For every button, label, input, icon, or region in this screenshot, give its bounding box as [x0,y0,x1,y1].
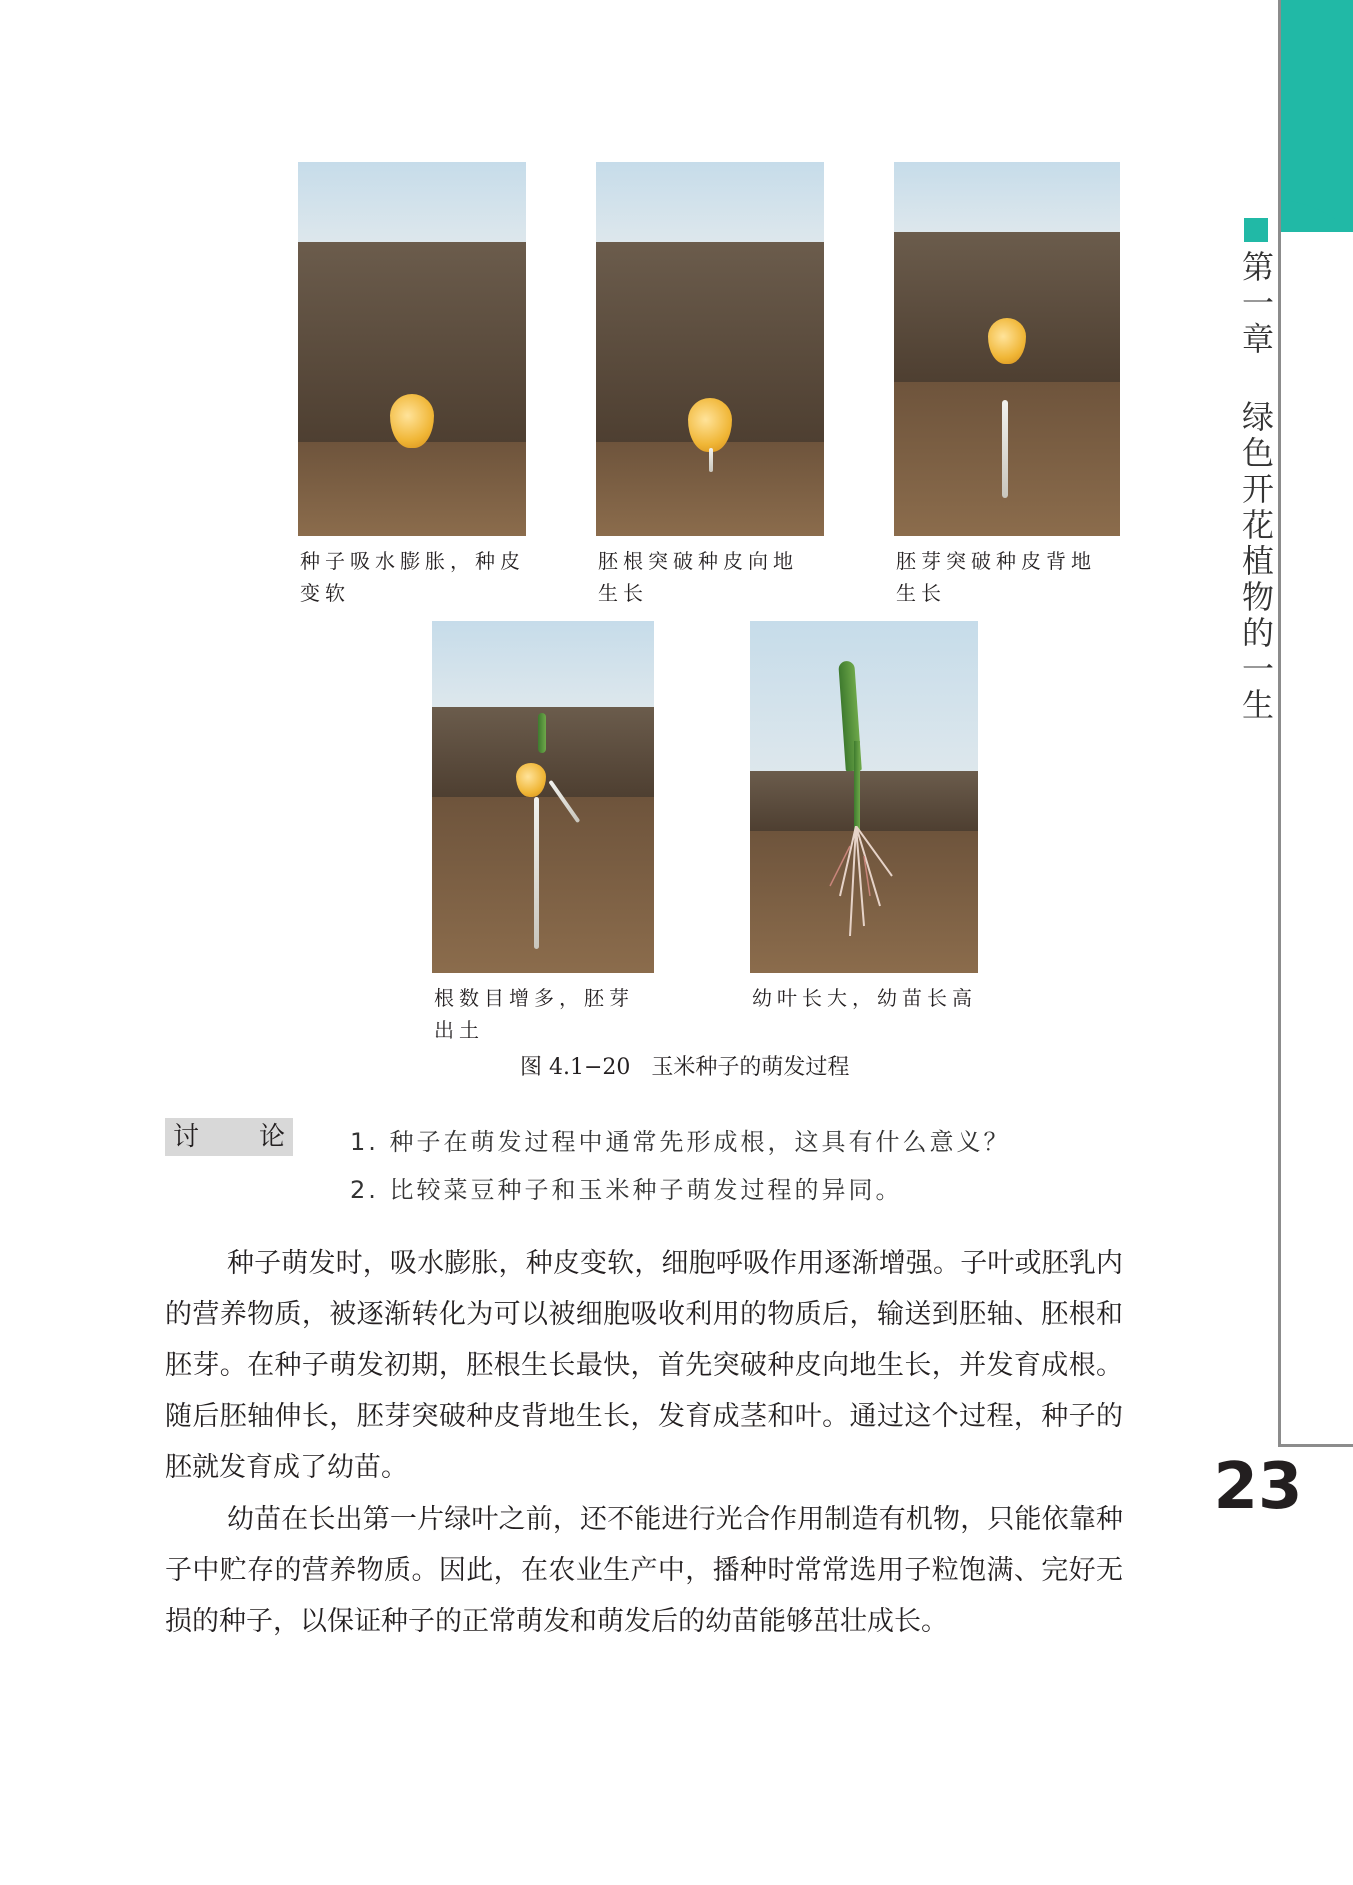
photo-roots-increase [432,621,654,973]
caption-panel-2: 胚根突破种皮向地 生长 [598,549,798,605]
chapter-marker-square [1244,218,1268,242]
chapter-tab-curve [1278,170,1353,240]
body-paragraph-1: 种子萌发时，吸水膨胀，种皮变软，细胞呼吸作用逐渐增强。子叶或胚乳内的营养物质，被逐渐转化为可以被细胞吸收利用的物质后，输送到胚轴、胚根和胚芽。在种子萌发初期，胚根生长最快，首先突破种皮向地生长，并发育成根。随后胚轴伸长，胚芽突破种皮背地生长，发育成茎和叶。通过这个过程，种子的胚就发育成了幼苗。 [165,1248,1123,1483]
shoot [538,713,546,753]
radicle [709,448,713,472]
photo-seedling-grows [750,621,978,973]
sidebar-horizontal-rule [1278,1444,1353,1447]
body-paragraph-2: 幼苗在长出第一片绿叶之前，还不能进行光合作用制造有机物，只能依靠种子中贮存的营养物质。因此，在农业生产中，播种时常常选用子粒饱满、完好无损的种子，以保证种子的正常萌发和萌发后的幼苗能够茁壮成长。 [165,1504,1123,1637]
photo-plumule-emerges [894,162,1120,536]
seedling-stem [854,741,860,831]
seedling-roots [820,826,900,946]
discussion-label: 讨 论 [165,1118,293,1156]
photo-radicle-emerges [596,162,824,536]
caption-panel-1: 种子吸水膨胀，种皮 变软 [300,549,525,605]
sidebar-vertical-rule [1278,0,1281,1447]
photo-seed-swelling [298,162,526,536]
caption-panel-4: 根数目增多，胚芽 出土 [434,986,634,1042]
primary-root [534,797,539,949]
discussion-question-1: 1. 种子在萌发过程中通常先形成根，这具有什么意义？ [350,1128,1011,1156]
discussion-question-2: 2. 比较菜豆种子和玉米种子萌发过程的异同。 [350,1176,903,1204]
page-number: 23 [1213,1450,1303,1524]
figure-title: 图 4.1−20 玉米种子的萌发过程 [520,1055,850,1080]
radicle [1002,400,1008,498]
caption-panel-5: 幼叶长大，幼苗长高 [752,986,977,1010]
caption-panel-3: 胚芽突破种皮背地 生长 [896,549,1096,605]
chapter-title: 第一章 绿色开花植物的一生 [1237,250,1275,724]
